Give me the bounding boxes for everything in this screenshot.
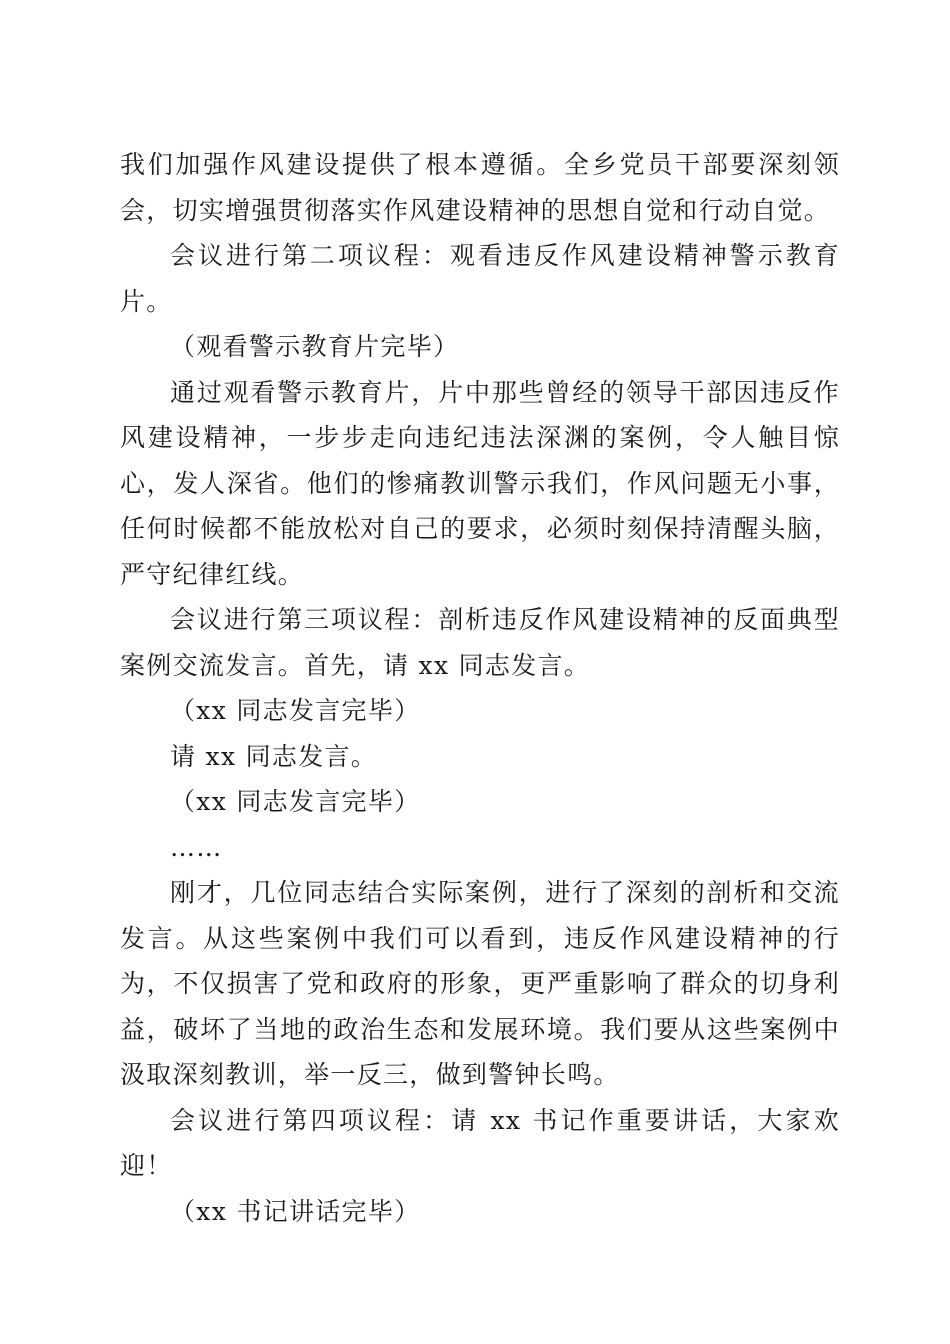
paragraph-case-summary: 刚才，几位同志结合实际案例，进行了深刻的剖析和交流发言。从这些案例中我们可以看到，违反作风建设精神的行为，不仅损害了党和政府的形象，更严重影响了群众的切身利益，破坏了当地的政治生态和发展环境。我们要从这些案例中汲取深刻教训，举一反三，做到警钟长鸣。 [120,878,840,1089]
paragraph-continuation: 我们加强作风建设提供了根本遵循。全乡党员干部要深刻领会，切实增强贯彻落实作风建设精神的思想自觉和行动自觉。 [120,150,840,225]
paragraph-ellipsis: …… [170,832,223,862]
paragraph-agenda-item-3: 会议进行第三项议程：剖析违反作风建设精神的反面典型案例交流发言。首先，请 xx 同志发言。 [120,605,840,680]
paragraph-note-secretary-finished: （xx 书记讲话完毕） [170,1196,421,1226]
paragraph-note-video-finished: （观看警示教育片完毕） [170,332,460,361]
paragraph-agenda-item-2: 会议进行第二项议程：观看违反作风建设精神警示教育片。 [120,241,840,316]
paragraph-next-speaker: 请 xx 同志发言。 [170,741,378,771]
document-body [120,142,840,1234]
paragraph-video-reflection: 通过观看警示教育片，片中那些曾经的领导干部因违反作风建设精神，一步步走向违纪违法深渊的案例，令人触目惊心，发人深省。他们的惨痛教训警示我们，作风问题无小事，任何时候都不能放松对自己的要求，必须时刻保持清醒头脑，严守纪律红线。 [120,377,840,589]
paragraph-note-speech-finished-2: （xx 同志发言完毕） [170,787,421,816]
paragraph-note-speech-finished: （xx 同志发言完毕） [170,696,421,725]
paragraph-agenda-item-4: 会议进行第四项议程：请 xx 书记作重要讲话，大家欢迎！ [120,1105,840,1180]
